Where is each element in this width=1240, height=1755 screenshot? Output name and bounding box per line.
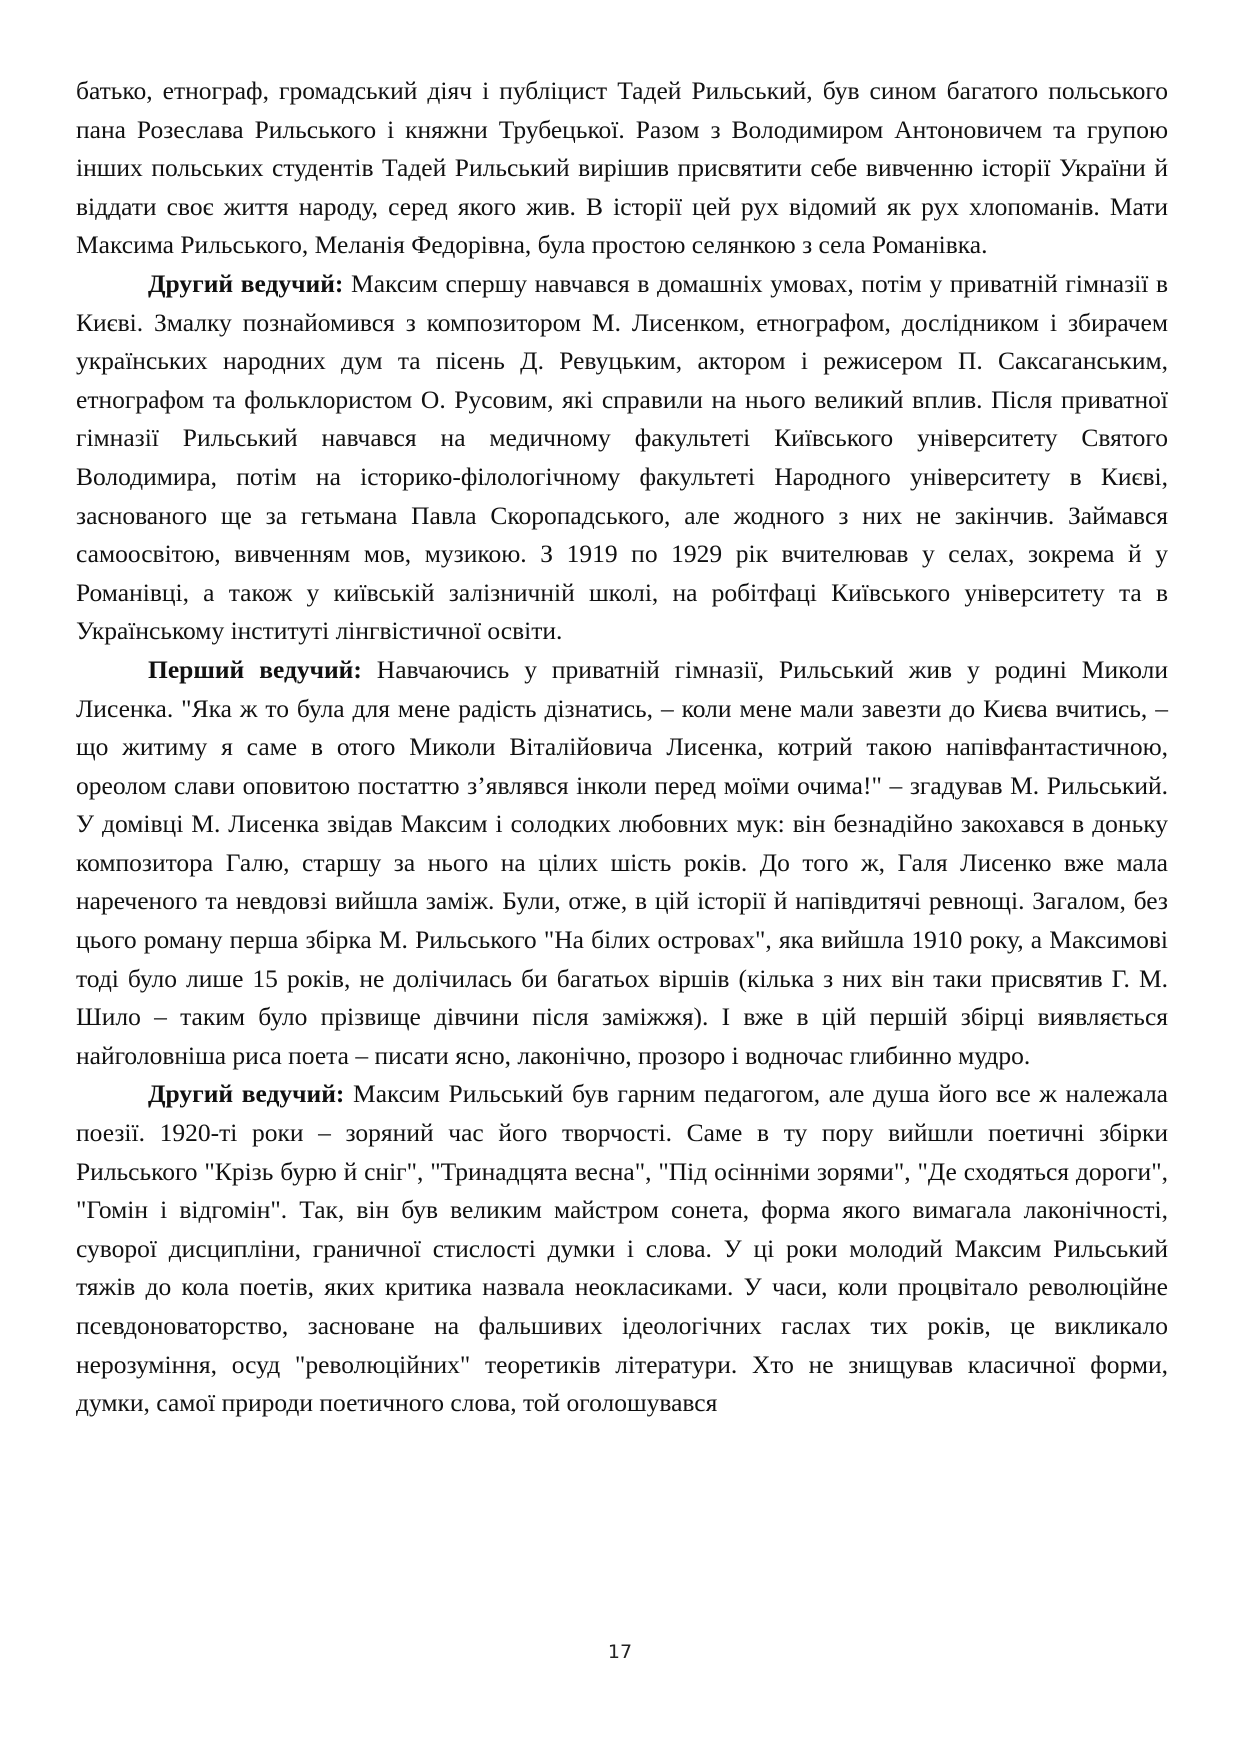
paragraph-second-host-1 [76,265,1168,651]
paragraph-intro [76,72,1168,265]
paragraph-first-host [76,651,1168,1076]
speaker-label: Другий ведучий: [148,1079,345,1109]
paragraph-text: батько, етнограф, громадський діяч і публіцист Тадей Рильський, був сином багатого польського пана Розеслава Рильського і княжни Трубецької. Разом з Володимиром Антоновичем та групою інших польських студентів Тадей Рильський вирішив присвятити себе вивченню історії України й віддати своє життя народу, серед якого жив. В історії цей рух відомий як рух хлопоманів. Мати Максима Рильського, Меланія Федорівна, була простою селянкою з села Романівка. [76,76,1168,260]
speaker-label: Перший ведучий: [148,654,362,684]
paragraph-text: Максим спершу навчався в домашніх умовах, потім у приватній гімназії в Києві. Змалку познайомився з композитором М. Лисенком, етнографом, дослідником і збирачем українських народних дум та пісень Д. Ревуцьким, актором і режисером П. Саксаганським, етнографом та фольклористом О. Русовим, які справили на нього великий вплив. Після приватної гімназії Рильський навчався на медичному факультеті Київського університету Святого Володимира, потім на історико-філологічному факультеті Народного університету в Києві, заснованого ще за гетьмана Павла Скоропадського, але жодного з них не закінчив. Займався самоосвітою, вивченням мов, музикою. З 1919 по 1929 рік вчителював у селах, зокрема й у Романівці, а також у київській залізничній школі, на робітфаці Київського університету та в Українському інституті лінгвістичної освіти. [76,268,1168,646]
page-number: 17 [607,1641,633,1663]
document-page [76,72,1168,1423]
paragraph-text: Навчаючись у приватній гімназії, Рильський жив у родині Миколи Лисенка. "Яка ж то була для мене радість дізнатись, – коли мене мали завезти до Києва вчитись, – що житиму я саме в отого Миколи Віталійовича Лисенка, котрий такою напівфантастичною, ореолом слави оповитою постаттю з’являвся інколи перед моїми очима!" – згадував М. Рильський. У домівці М. Лисенка звідав Максим і солодких любовних мук: він безнадійно закохався в доньку композитора Галю, старшу за нього на цілих шість років. До того ж, Галя Лисенко вже мала нареченого та невдовзі вийшла заміж. Були, отже, в цій історії й напівдитячі ревнощі. Загалом, без цього роману перша збірка М. Рильського "На білих островах", яка вийшла 1910 року, а Максимові тоді було лише 15 років, не долічилась би багатьох віршів (кілька з них він таки присвятив Г. М. Шило – таким було прізвище дівчини після заміжжя). І вже в цій першій збірці виявляється найголовніша риса поета – писати ясно, лаконічно, прозоро і водночас глибинно мудро. [76,654,1168,1070]
speaker-label: Другий ведучий: [148,268,344,298]
paragraph-second-host-2 [76,1075,1168,1422]
paragraph-text: Максим Рильський був гарним педагогом, але душа його все ж належала поезії. 1920-ті роки – зоряний час його творчості. Саме в ту пору вийшли поетичні збірки Рильського "Крізь бурю й сніг", "Тринадцята весна", "Під осінніми зорями", "Де сходяться дороги", "Гомін і відгомін". Так, він був великим майстром сонета, форма якого вимагала лаконічності, суворої дисципліни, граничної стислості думки і слова. У ці роки молодий Максим Рильський тяжів до кола поетів, яких критика назвала неокласиками. У часи, коли процвітало революційне псевдоноваторство, засноване на фальшивих ідеологічних гаслах тих років, це викликало нерозуміння, осуд "революційних" теоретиків літератури. Хто не знищував класичної форми, думки, самої природи поетичного слова, той оголошувався [76,1079,1168,1418]
